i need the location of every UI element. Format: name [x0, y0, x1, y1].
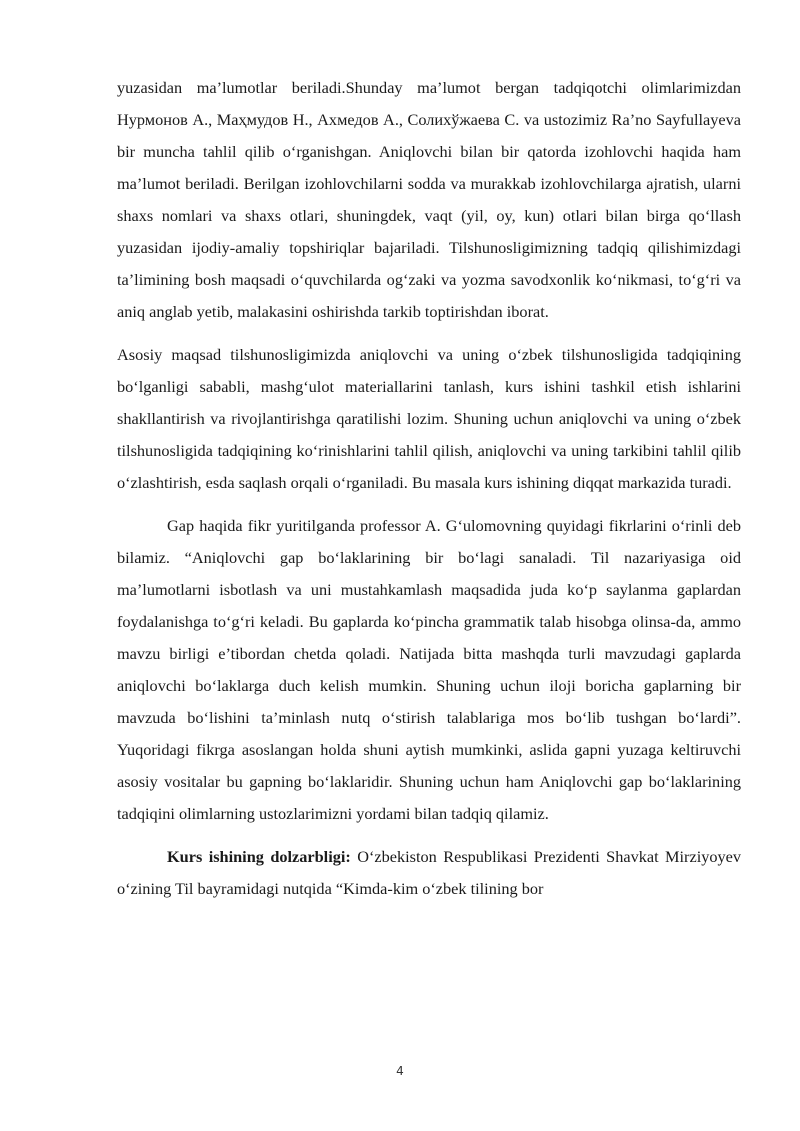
relevance-text: O‘zbekiston Respublikasi Prezidenti Shavkat Mirziyoyev o‘zining Til bayramidagi nutqida “Kimda-kim o‘zbek tilining bor: [117, 847, 742, 898]
paragraph-gulomov-quote: Gap haqida fikr yuritilganda professor A. G‘ulomovning quyidagi fikrlarini o‘rinli deb bilamiz. “Aniqlovchi gap bo‘laklarining bir bo‘lagi sanaladi. Til nazariyasiga oid ma’lumotlarni isbotlash va uni mustahkamlash maqsadida juda ko‘p saylanma gaplardan foydalanishga to‘g‘ri keladi. Bu gaplarda ko‘pincha grammatik talab hisobga olinsa-da, ammo mavzu birligi e’tibordan chetda qoladi. Natijada bitta mashqda turli mavzudagi gaplarda aniqlovchi bo‘laklarga duch kelish mumkin. Shuning uchun iloji boricha gaplarning bir mavzuda bo‘lishini ta’minlash nutq o‘stirish talablariga mos bo‘lib tushgan bo‘lardi”. Yuqoridagi fikrga asoslangan holda shuni aytish mumkinki, aslida gapni yuzaga keltiruvchi asosiy vositalar bu gapning bo‘laklaridir. Shuning uchun ham Aniqlovchi gap bo‘laklarining tadqiqini olimlarning ustozlarimizni yordami bilan tadqiq qilamiz.: [117, 516, 741, 823]
paragraph-main-goal: Asosiy maqsad tilshunosligimizda aniqlovchi va uning o‘zbek tilshunosligida tadqiqining bo‘lganligi sababli, mashg‘ulot materiallarini tanlash, kurs ishini tashkil etish ishlarini shakllantirish va rivojlantirishga qaratilishi lozim. Shuning uchun aniqlovchi va uning o‘zbek tilshunosligida tadqiqining ko‘rinishlarini tahlil qilish, aniqlovchi va uning tarkibini tahlil qilib o‘zlashtirish, esda saqlash orqali o‘rganiladi. Bu masala kurs ishining diqqat markazida turadi.: [117, 345, 741, 492]
paragraph-researchers: yuzasidan ma’lumotlar beriladi.Shunday ma’lumot bergan tadqiqotchi olimlarimizdan Нурмонов А., Маҳмудов Н., Ахмедов А., Солихўжаева С. va ustozimiz Ra’no Sayfullayeva bir muncha tahlil qilib o‘rganishgan. Aniqlovchi bilan bir qatorda izohlovchi haqida ham ma’lumot beriladi. Berilgan izohlovchilarni sodda va murakkab izohlovchilarga ajratish, ularni shaxs nomlari va shaxs otlari, shuningdek, vaqt (yil, oy, kun) otlari bilan birga qo‘llash yuzasidan ijodiy-amaliy topshiriqlar bajariladi. Tilshunosligimizning tadqiq qilishimizdagi ta’limining bosh maqsadi o‘quvchilarda og‘zaki va yozma savodxonlik ko‘nikmasi, to‘g‘ri va aniq anglab yetib, malakasini oshirishda tarkib toptirishdan iborat.: [117, 78, 741, 321]
paragraph-relevance: [117, 841, 741, 905]
relevance-heading: Kurs ishining dolzarbligi:: [167, 847, 351, 866]
page-number: 4: [396, 1064, 404, 1078]
page-body: [117, 72, 741, 905]
